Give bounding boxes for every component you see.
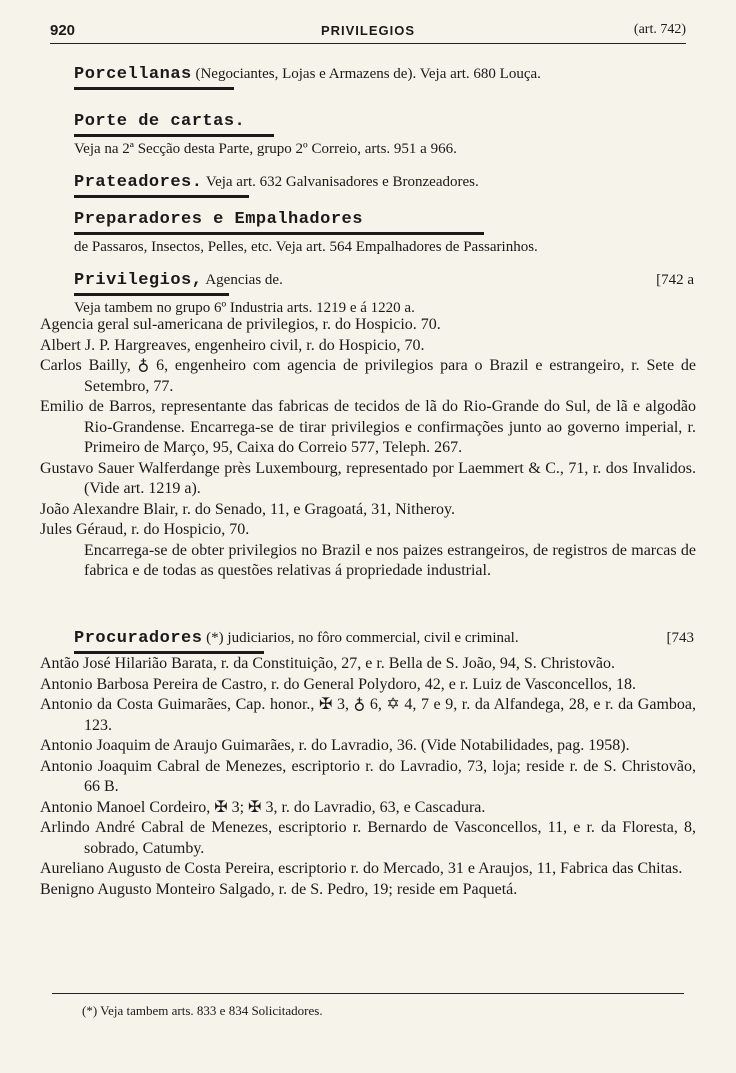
section-porcellanas	[74, 64, 694, 92]
section-text: (Negociantes, Lojas e Armazens de). Veja art. 680 Louça.	[191, 66, 541, 82]
section-procuradores	[74, 628, 694, 656]
privilegios-list	[40, 315, 696, 582]
section-heading: Porcellanas	[74, 65, 192, 84]
list-item: Arlindo André Cabral de Menezes, escriptorio r. Bernardo de Vasconcellos, 11, e r. da Floresta, 8, sobrado, Catumby.	[40, 819, 696, 857]
list-item: João Alexandre Blair, r. do Senado, 11, e Gragoatá, 31, Nitheroy.	[40, 500, 455, 518]
section-note: Veja tambem no grupo 6º Industria arts. 1219 e á 1220 a.	[74, 300, 415, 316]
list-item: Antonio Manoel Cordeiro, ✠ 3; ✠ 3, r. do Lavradio, 63, e Cascadura.	[40, 798, 486, 816]
section-text: de Passaros, Insectos, Pelles, etc. Veja art. 564 Empalhadores de Passarinhos.	[74, 239, 538, 255]
list-item: Albert J. P. Hargreaves, engenheiro civil, r. do Hospicio, 70.	[40, 336, 425, 354]
heading-underline	[74, 87, 234, 90]
list-item: Carlos Bailly, ♁ 6, engenheiro com agencia de privilegios para o Brazil e estrangeiro, r. Sete de Setembro, 77.	[40, 357, 696, 395]
article-number: [743	[666, 630, 694, 646]
list-item: Benigno Augusto Monteiro Salgado, r. de S. Pedro, 19; reside em Paquetá.	[40, 880, 518, 898]
section-privilegios	[74, 270, 694, 318]
section-heading: Procuradores	[74, 629, 203, 648]
section-prateadores	[74, 172, 694, 200]
list-item: Antonio Joaquim Cabral de Menezes, escriptorio r. do Lavradio, 73, loja; reside r. de S. Christovão, 66 B.	[40, 757, 696, 795]
heading-underline	[74, 195, 249, 198]
section-heading: Privilegios,	[74, 271, 203, 290]
list-item: Aureliano Augusto de Costa Pereira, escriptorio r. do Mercado, 31 e Araujos, 11, Fabrica das Chitas.	[40, 860, 683, 877]
list-item: Antonio Barbosa Pereira de Castro, r. do General Polydoro, 42, e r. Luiz de Vasconcellos, 18.	[40, 675, 637, 693]
list-item: Emilio de Barros, representante das fabricas de tecidos de lã do Rio-Grande do Sul, de lã e algodão Rio-Grandense. Encarrega-se de tirar privilegios e confirmações junto ao governo imperial, r. Primeiro de Março, 95, Caixa do Correio 577, Teleph. 267.	[40, 398, 696, 456]
list-item: Antonio Joaquim de Araujo Guimarães, r. do Lavradio, 36. (Vide Notabilidades, pag. 1958).	[40, 737, 630, 754]
heading-underline	[74, 134, 274, 137]
entry-note: Encarrega-se de obter privilegios no Brazil e nos paizes estrangeiros, de registros de marcas de fabrica e de todas as questões relativas á propriedade industrial.	[84, 541, 696, 579]
section-text: Veja art. 632 Galvanisadores e Bronzeadores.	[202, 174, 479, 190]
footnote-rule	[52, 993, 684, 994]
list-item: Jules Géraud, r. do Hospicio, 70.	[40, 521, 250, 538]
header-rule	[50, 43, 686, 44]
section-preparadores	[74, 210, 694, 257]
section-text: (*) judiciarios, no fôro commercial, civil e criminal.	[202, 630, 519, 646]
list-item: Gustavo Sauer Walferdange près Luxembourg, representado por Laemmert & C., 71, r. dos Invalidos. (Vide art. 1219 a).	[40, 459, 696, 497]
list-item: Antão José Hilarião Barata, r. da Constituição, 27, e r. Bella de S. João, 94, S. Christovão.	[40, 655, 616, 672]
section-text: Veja na 2ª Secção desta Parte, grupo 2º Correio, arts. 951 a 966.	[74, 141, 457, 157]
list-item: Agencia geral sul-americana de privilegios, r. do Hospicio. 70.	[40, 316, 441, 333]
section-text: Agencias de.	[202, 272, 283, 288]
page-number: 920	[50, 22, 76, 39]
page-header	[50, 22, 686, 44]
section-porte-de-cartas	[74, 112, 694, 159]
procuradores-list	[40, 654, 696, 900]
list-item: Antonio da Costa Guimarães, Cap. honor., ✠ 3, ♁ 6, ✡ 4, 7 e 9, r. da Alfandega, 28, e r. da Gamboa, 123.	[40, 696, 696, 734]
section-heading: Porte de cartas.	[74, 112, 246, 131]
article-number: [742 a	[656, 272, 694, 288]
running-title: PRIVILEGIOS	[320, 23, 416, 38]
section-heading: Preparadores e Empalhadores	[74, 210, 363, 229]
heading-underline	[74, 232, 484, 235]
section-heading: Prateadores.	[74, 173, 203, 192]
footnote: (*) Veja tambem arts. 833 e 834 Solicitadores.	[82, 1003, 323, 1018]
heading-underline	[74, 293, 229, 296]
article-ref: (art. 742)	[633, 22, 686, 37]
